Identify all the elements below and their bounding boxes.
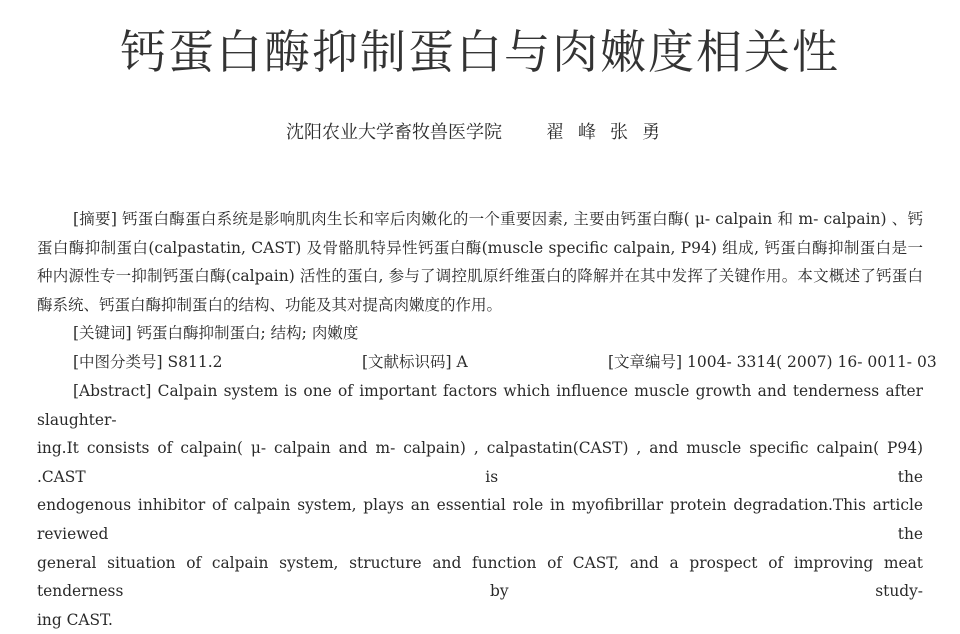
clc-number: [中图分类号] S811.2 — [73, 353, 223, 371]
english-abstract — [37, 377, 923, 634]
article-number: [文章编号] 1004- 3314( 2007) 16- 0011- 03 — [608, 353, 937, 371]
authors: 翟峰张勇 — [546, 122, 674, 143]
chinese-abstract: [摘要] 钙蛋白酶蛋白系统是影响肌肉生长和宰后肉嫩化的一个重要因素, 主要由钙蛋白酶( μ- calpain 和 m- calpain) 、钙蛋白酶抑制蛋白(calpastatin, CAST) 及骨骼肌特异性钙蛋白酶(muscle specific calpain, P94) 组成, 钙蛋白酶抑制蛋白是一种内源性专一抑制钙蛋白酶(calpain) 活性的蛋白, 参与了调控肌原纤维蛋白的降解并在其中发挥了关键作用。本文概述了钙蛋白酶系统、钙蛋白酶抑制蛋白的结构、功能及其对提高肉嫩度的作用。 — [37, 210, 923, 314]
english-abstract-line: ing.It consists of calpain( μ- calpain and m- calpain) , calpastatin(CAST) , and muscle specific calpain( P94) .CAST is the — [37, 439, 923, 486]
document-code: [文献标识码] A — [362, 353, 468, 371]
affiliation-line — [0, 120, 960, 146]
institution: 沈阳农业大学畜牧兽医学院 — [286, 122, 502, 143]
english-abstract-line: endogenous inhibitor of calpain system, plays an essential role in myofibrillar protein degradation.This article reviewed the — [37, 496, 923, 543]
keywords: [关键词] 钙蛋白酶抑制蛋白; 结构; 肉嫩度 — [73, 324, 359, 342]
english-abstract-line: [Abstract] Calpain system is one of important factors which influence muscle growth and tenderness after slaughter- — [37, 382, 923, 429]
english-abstract-line: ing CAST. — [37, 610, 113, 629]
paper-title: 钙蛋白酶抑制蛋白与肉嫩度相关性 — [120, 25, 840, 79]
english-abstract-line: general situation of calpain system, structure and function of CAST, and a prospect of improving meat tenderness by study- — [37, 553, 923, 601]
